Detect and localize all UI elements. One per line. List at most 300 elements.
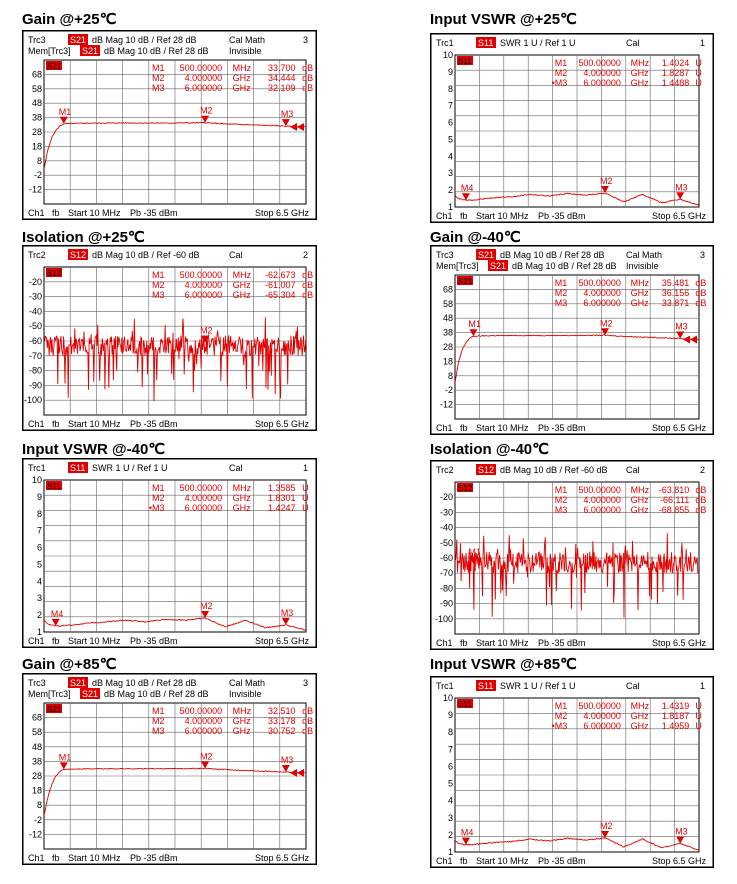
marker-name: M3 [152,83,165,93]
marker-unit: U [302,493,309,503]
trace-label: Trc1 [436,38,454,48]
y-tick-label: 3 [36,593,42,604]
y-tick-label: -2 [33,170,42,181]
vna-plot [22,245,317,431]
footer-start: Start 10 MHz [476,423,529,433]
marker-label: M2 [200,751,213,762]
param-label: S21 [70,35,87,45]
marker-stimulus-unit: GHz [232,716,251,726]
marker-unit: U [695,711,702,721]
y-tick-label: 7 [447,744,453,755]
footer-power: Pb -35 dBm [538,423,586,433]
cal-label: Cal [626,681,640,691]
marker-stimulus-unit: MHz [232,270,252,280]
marker-name: M3 [554,298,568,308]
channel-number: 3 [303,35,309,45]
marker-value: 1.3585 [267,483,296,493]
footer-power: Pb -35 dBm [538,638,586,648]
marker-value: 1.4247 [267,503,296,513]
channel-number: 2 [700,465,706,475]
marker-unit: dB [302,706,314,716]
marker-label: M3 [280,754,294,765]
marker-value: 34.444 [267,73,296,83]
footer-power: Pb -35 dBm [538,856,586,866]
footer-channel: Ch1 [28,419,45,429]
scale-label: dB Mag 10 dB / Ref -60 dB [500,465,608,475]
marker-stimulus: 6.000000 [583,721,621,731]
chart-title: Gain @+25℃ [22,11,117,28]
marker-label: M2 [600,318,613,329]
marker-label: M1 [468,546,481,557]
y-tick-label: -100 [23,395,42,406]
param-label: S21 [490,261,507,271]
y-tick-label: -60 [28,336,42,346]
marker-stimulus: 500.00000 [578,58,621,68]
marker-stimulus-unit: GHz [630,78,649,88]
marker-label: M4 [50,608,64,619]
marker-unit: dB [302,280,314,290]
scale-label: dB Mag 10 dB / Ref 28 dB [92,35,197,45]
marker-name: M3 [554,505,568,515]
marker-stimulus-unit: GHz [232,290,251,300]
marker-stimulus-unit: GHz [630,721,649,731]
scale-label: dB Mag 10 dB / Ref 28 dB [92,678,197,688]
cal-label: Cal Math [626,250,663,260]
marker-label: M2 [600,176,613,187]
marker-stimulus: 4.000000 [184,716,223,726]
trace-label: Trc3 [436,250,454,260]
footer-power: Pb -35 dBm [130,419,178,429]
marker-stimulus-unit: MHz [630,701,650,711]
trace-label: Trc3 [28,35,46,45]
footer-power: Pb -35 dBm [130,853,178,863]
y-tick-label: 6 [36,542,42,553]
marker-value: -65.304 [264,290,296,300]
scale-label: SWR 1 U / Ref 1 U [500,38,576,48]
y-tick-label: 8 [36,508,42,519]
marker-label: M1 [468,319,481,330]
marker-label: M3 [675,826,688,837]
marker-name: M1 [554,278,568,288]
y-tick-label: 68 [31,69,42,80]
y-tick-label: 18 [31,141,42,152]
param-label: S12 [70,250,87,260]
marker-value: -66.111 [660,495,690,505]
marker-value: 33.871 [661,298,690,308]
marker-stimulus-unit: GHz [630,495,649,505]
y-tick-label: -40 [439,522,453,533]
marker-name: M2 [554,288,568,298]
marker-stimulus: 4.000000 [184,73,223,83]
marker-value: -63.810 [658,485,690,495]
marker-stimulus-unit: MHz [630,485,650,495]
marker-stimulus-unit: GHz [232,726,251,736]
marker-name: M3 [152,290,165,300]
vna-plot [430,460,714,650]
y-tick-label: -90 [439,598,453,609]
marker-value: 1.4319 [661,701,690,711]
marker-stimulus: 500.00000 [179,63,223,73]
marker-label: M1 [58,106,72,117]
marker-value: 1.4959 [661,721,690,731]
marker-stimulus-unit: MHz [630,278,650,288]
marker-value: -62.673 [264,270,296,280]
y-tick-label: 1 [447,847,453,857]
marker-stimulus-unit: GHz [232,503,251,513]
marker-stimulus: 6.000000 [583,298,621,308]
footer-stop: Stop 6.5 GHz [254,419,309,429]
marker-unit: dB [302,726,314,736]
footer-channel: Ch1 [436,856,453,866]
marker-label: M4 [460,827,474,838]
marker-label: M2 [200,105,213,116]
footer-start: Start 10 MHz [476,211,529,221]
cal-label: Cal [626,465,640,475]
marker-value: 1.4488 [661,78,690,88]
marker-name: M2 [152,716,165,726]
param-label: S11 [478,38,494,48]
marker-stimulus: 6.000000 [583,78,621,88]
marker-value: 1.8187 [661,711,690,721]
y-tick-label: 48 [31,98,42,109]
footer-channel: Ch1 [28,853,45,863]
y-tick-label: 28 [31,771,42,781]
marker-value: 32.510 [267,706,296,716]
y-tick-label: -12 [28,829,42,840]
y-tick-label: 8 [447,83,453,94]
param-label: S11 [478,681,494,691]
chart-title: Isolation @-40℃ [430,441,549,458]
footer-channel: Ch1 [436,211,453,221]
y-tick-label: 48 [442,313,453,324]
y-tick-label: -90 [28,380,42,391]
vna-plot [22,30,317,220]
y-tick-label: -12 [28,184,42,195]
marker-value: 30.752 [267,726,296,736]
marker-stimulus-unit: GHz [630,68,649,78]
y-tick-label: 38 [31,756,42,767]
memory-trace-label: Mem[Trc3] [28,689,71,699]
cal-label: Cal Math [229,678,266,688]
channel-number: 1 [303,463,309,473]
trace-badge: S12 [458,484,473,493]
cal-label: Cal [229,250,243,260]
vna-plot [430,245,714,435]
marker-stimulus-unit: GHz [232,280,251,290]
y-tick-label: 9 [447,710,453,721]
footer-channel: Ch1 [28,208,45,218]
chart-title: Input VSWR @+25℃ [430,11,577,28]
y-tick-label: 7 [447,100,453,111]
footer-start: Start 10 MHz [476,638,529,648]
chart-title: Gain @+85℃ [22,656,117,673]
cal-label: Cal Math [229,35,266,45]
scale-label: dB Mag 10 dB / Ref 28 dB [104,46,209,56]
marker-unit: U [695,78,702,88]
vna-plot [430,33,714,223]
y-tick-label: 5 [36,559,42,570]
chart-title: Isolation @+25℃ [22,229,145,246]
footer-stop: Stop 6.5 GHz [651,211,706,221]
trace-badge: S21 [47,62,62,71]
y-tick-label: 28 [442,342,453,352]
marker-stimulus: 4.000000 [184,493,223,503]
y-tick-label: -2 [33,814,42,825]
marker-unit: dB [695,485,707,495]
footer-fb: fb [52,208,60,218]
vna-plot [22,458,317,648]
marker-name: M1 [152,270,165,280]
chart-title: Input VSWR @+85℃ [430,656,577,673]
marker-stimulus-unit: GHz [232,493,251,503]
footer-fb: fb [52,419,60,429]
plot-frame [23,31,317,220]
footer-power: Pb -35 dBm [130,636,178,646]
footer-start: Start 10 MHz [68,636,121,646]
marker-stimulus-unit: GHz [630,505,649,515]
y-tick-label: -50 [28,321,42,332]
memory-trace-label: Mem[Trc3] [436,261,479,271]
marker-unit: dB [695,505,707,515]
y-tick-label: 3 [447,168,453,179]
footer-start: Start 10 MHz [68,419,121,429]
y-tick-label: -50 [439,537,453,548]
y-tick-label: 10 [442,50,453,60]
y-tick-label: 58 [442,298,453,309]
marker-unit: U [302,503,309,513]
channel-number: 3 [303,678,309,688]
y-tick-label: 10 [31,475,42,485]
marker-name: M2 [152,280,165,290]
marker-unit: dB [302,83,314,93]
trace-label: Trc3 [28,678,46,688]
marker-name: •M3 [551,78,568,88]
trace-badge: S21 [458,277,473,286]
marker-unit: dB [695,495,707,505]
channel-number: 1 [700,38,706,48]
marker-stimulus: 4.000000 [583,68,621,78]
marker-unit: dB [302,270,314,280]
marker-name: M1 [554,701,568,711]
marker-value: 1.8287 [661,68,690,78]
marker-name: M3 [152,726,165,736]
marker-stimulus: 4.000000 [184,280,223,290]
marker-value: -61.007 [264,280,296,290]
param-label: S21 [478,250,495,260]
marker-stimulus: 4.000000 [583,288,621,298]
marker-stimulus: 500.00000 [179,483,223,493]
marker-value: -68.855 [658,505,690,515]
marker-unit: dB [695,288,707,298]
memory-state-label: Invisible [229,689,262,699]
marker-label: M2 [600,820,613,831]
cal-label: Cal [626,38,640,48]
marker-name: M2 [554,495,568,505]
marker-stimulus: 6.000000 [184,726,223,736]
y-tick-label: 3 [447,812,453,823]
footer-stop: Stop 6.5 GHz [254,853,309,863]
y-tick-label: -40 [28,306,42,317]
marker-stimulus: 500.00000 [578,278,621,288]
y-tick-label: 28 [31,127,42,137]
footer-fb: fb [460,211,468,221]
y-tick-label: -20 [439,492,453,503]
y-tick-label: 1 [36,627,42,637]
y-tick-label: -30 [28,291,42,302]
marker-label: M3 [675,182,688,193]
chart-title: Input VSWR @-40℃ [22,441,166,458]
marker-value: 1.4024 [661,58,690,68]
marker-stimulus: 500.00000 [179,270,223,280]
footer-stop: Stop 6.5 GHz [651,856,706,866]
marker-stimulus: 500.00000 [578,485,621,495]
y-tick-label: 18 [442,356,453,367]
y-tick-label: 5 [447,134,453,145]
memory-state-label: Invisible [626,261,659,271]
marker-stimulus: 6.000000 [184,503,223,513]
memory-trace-label: Mem[Trc3] [28,46,71,56]
y-tick-label: -70 [28,350,42,361]
marker-value: 35.481 [661,278,690,288]
marker-stimulus: 4.000000 [583,711,621,721]
scale-label: dB Mag 10 dB / Ref 28 dB [512,261,617,271]
marker-stimulus-unit: MHz [232,483,252,493]
footer-power: Pb -35 dBm [130,208,178,218]
footer-stop: Stop 6.5 GHz [254,208,309,218]
cal-label: Cal [229,463,243,473]
marker-label: M3 [280,109,294,120]
scale-label: dB Mag 10 dB / Ref -60 dB [92,250,200,260]
footer-fb: fb [460,856,468,866]
marker-unit: dB [302,73,314,83]
footer-channel: Ch1 [436,638,453,648]
y-tick-label: 8 [36,155,42,166]
y-tick-label: -70 [439,568,453,579]
y-tick-label: -80 [28,365,42,376]
y-tick-label: 4 [447,795,453,806]
marker-unit: dB [695,278,707,288]
marker-unit: U [695,701,702,711]
plot-frame [431,246,714,435]
marker-value: 36.156 [661,288,690,298]
vna-plot [430,676,714,868]
marker-stimulus-unit: GHz [232,83,251,93]
marker-stimulus-unit: GHz [630,288,649,298]
marker-unit: dB [302,716,314,726]
y-tick-label: 68 [442,284,453,295]
y-tick-label: 6 [447,117,453,128]
y-tick-label: 8 [447,727,453,738]
trace-badge: S11 [458,700,472,709]
scale-label: SWR 1 U / Ref 1 U [500,681,576,691]
marker-unit: U [695,58,702,68]
trace-badge: S12 [47,269,62,278]
marker-unit: dB [302,290,314,300]
param-label: S21 [70,678,87,688]
y-tick-label: 5 [447,778,453,789]
marker-name: M2 [152,73,165,83]
trace-label: Trc2 [28,250,46,260]
marker-value: 33.178 [267,716,296,726]
y-tick-label: 4 [36,576,42,587]
y-tick-label: 8 [36,800,42,811]
y-tick-label: -60 [439,553,453,563]
y-tick-label: 7 [36,525,42,536]
footer-start: Start 10 MHz [476,856,529,866]
footer-start: Start 10 MHz [68,853,121,863]
y-tick-label: -2 [444,385,453,396]
y-tick-label: 38 [31,112,42,123]
scale-label: dB Mag 10 dB / Ref 28 dB [104,689,209,699]
footer-fb: fb [52,636,60,646]
y-tick-label: 58 [31,727,42,738]
marker-stimulus: 500.00000 [179,706,223,716]
marker-unit: dB [695,298,707,308]
y-tick-label: 6 [447,761,453,772]
marker-label: M2 [200,600,213,611]
channel-number: 1 [700,681,706,691]
marker-label: M3 [280,607,294,618]
memory-state-label: Invisible [229,46,262,56]
param-label: S12 [478,465,495,475]
marker-name: M1 [554,485,568,495]
marker-unit: U [695,68,702,78]
trace-label: Trc1 [28,463,46,473]
footer-stop: Stop 6.5 GHz [651,423,706,433]
footer-channel: Ch1 [436,423,453,433]
marker-stimulus: 4.000000 [583,495,621,505]
y-tick-label: -12 [439,399,453,410]
marker-stimulus-unit: MHz [232,63,252,73]
marker-stimulus-unit: GHz [232,73,251,83]
marker-name: •M3 [551,721,568,731]
trace-label: Trc1 [436,681,454,691]
marker-name: M1 [554,58,568,68]
channel-number: 3 [700,250,706,260]
marker-unit: U [302,483,309,493]
marker-stimulus-unit: MHz [232,706,252,716]
footer-stop: Stop 6.5 GHz [651,638,706,648]
footer-fb: fb [460,423,468,433]
y-tick-label: 1 [447,202,453,212]
y-tick-label: -30 [439,507,453,518]
marker-label: M3 [675,321,688,332]
scale-label: SWR 1 U / Ref 1 U [92,463,168,473]
y-tick-label: 2 [447,185,453,196]
footer-fb: fb [52,853,60,863]
marker-stimulus-unit: GHz [630,711,649,721]
y-tick-label: 58 [31,83,42,94]
marker-unit: U [695,721,702,731]
y-tick-label: 9 [447,66,453,77]
y-tick-label: 68 [31,712,42,723]
marker-stimulus: 6.000000 [583,505,621,515]
y-tick-label: -100 [434,613,453,624]
marker-name: M1 [152,706,165,716]
y-tick-label: 18 [31,785,42,796]
marker-name: M2 [554,68,568,78]
y-tick-label: 8 [447,370,453,381]
param-label: S11 [70,463,86,473]
marker-value: 33.700 [267,63,296,73]
marker-name: M1 [152,63,165,73]
marker-name: M1 [152,483,165,493]
marker-value: 1.8301 [267,493,296,503]
param-label: S21 [82,46,99,56]
y-tick-label: 2 [36,610,42,621]
trace-badge: S21 [47,705,62,714]
footer-channel: Ch1 [28,636,45,646]
